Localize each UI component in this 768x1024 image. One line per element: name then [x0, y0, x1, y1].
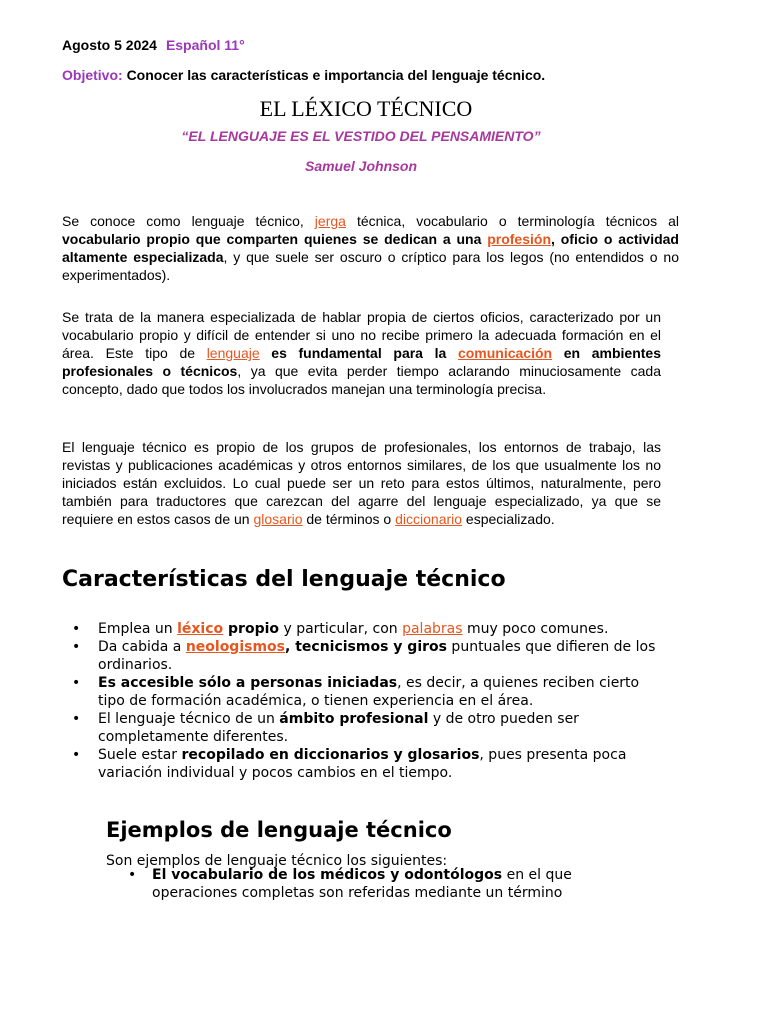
bold-run: recopilado en diccionarios y glosarios [181, 747, 480, 763]
text-run: Emplea un [98, 621, 178, 637]
bold-run: vocabulario propio que comparten quienes se dedican a una [62, 231, 488, 247]
text-run: , y que suele ser oscuro o críptico para los legos (no entendidos o no experimentados). [62, 249, 679, 283]
list-item [62, 746, 662, 782]
link-glosario[interactable]: glosario [253, 511, 303, 527]
date-text: Agosto 5 2024 [62, 37, 157, 53]
text-run: , ya que evita perder tiempo aclarando minuciosamente cada concepto, dado que todos los involucrados manejan una terminología precisa. [62, 363, 661, 397]
bold-run: El vocabulario de los médicos y odontólogos [152, 867, 503, 883]
bold-run: en ambientes profesionales o técnicos [62, 345, 661, 379]
characteristics-list [62, 620, 662, 782]
section-heading-ejemplos: Ejemplos de lenguaje técnico [106, 818, 452, 842]
text-run: El lenguaje técnico de un [98, 711, 280, 727]
list-item [62, 710, 662, 746]
paragraph-1 [62, 212, 679, 284]
document-title: EL LÉXICO TÉCNICO [259, 96, 473, 121]
bold-run: Es accesible sólo a personas iniciadas [98, 675, 398, 691]
text-run: , es decir, a quienes reciben cierto tipo de formación académica, o tienen experiencia en el área. [98, 675, 640, 709]
text-run: y particular, con [279, 621, 403, 637]
text-run: , pues presenta poca variación individual y pocos cambios en el tiempo. [98, 747, 627, 781]
text-run: Suele estar [98, 747, 182, 763]
objective-line [62, 67, 545, 83]
link-jerga[interactable]: jerga [314, 213, 346, 229]
text-run: especializado. [462, 511, 555, 527]
bullet-icon: • [72, 747, 81, 763]
bullet-icon: • [72, 621, 81, 637]
link-palabras[interactable]: palabras [402, 621, 463, 637]
section-heading-caracteristicas: Características del lenguaje técnico [62, 567, 506, 592]
date-line [62, 37, 245, 53]
bold-run: , oficio o actividad altamente especializada [62, 231, 679, 265]
text-run: puntuales que difieren de los ordinarios. [98, 639, 656, 673]
bullet-icon: • [72, 675, 81, 691]
examples-intro: Son ejemplos de lenguaje técnico los siguientes: [106, 853, 448, 869]
text-run: Da cabida a [98, 639, 186, 655]
link-lenguaje[interactable]: lenguaje [206, 345, 260, 361]
list-item [62, 638, 662, 674]
bullet-icon: • [128, 867, 137, 883]
text-run: El lenguaje técnico es propio de los grupos de profesionales, los entornos de trabajo, las revistas y publicaciones académicas y otros entornos similares, de los que usualmente los no iniciados están excluidos. Lo cual puede ser un reto para estos últimos, naturalmente, pero también para traductores que carezcan del agarre del lenguaje especializado, ya que se requiere en estos casos de un [62, 439, 661, 527]
list-item [62, 674, 662, 710]
link-lexico[interactable]: léxico [177, 621, 224, 637]
text-run: de términos o [302, 511, 396, 527]
paragraph-3 [62, 438, 661, 528]
bold-run: ámbito profesional [279, 711, 429, 727]
link-neologismos[interactable]: neologismos [185, 639, 286, 655]
bold-run: propio [223, 621, 280, 637]
bold-run: , tecnicismos y giros [285, 639, 447, 655]
quote-author: Samuel Johnson [304, 158, 418, 174]
bold-run: es fundamental para la [259, 345, 458, 361]
bullet-icon: • [72, 711, 81, 727]
text-run: técnica, vocabulario o terminología técnicos al [345, 213, 679, 229]
text-run: y de otro pueden ser completamente diferentes. [98, 711, 579, 745]
list-item [116, 866, 616, 902]
text-run: muy poco comunes. [462, 621, 609, 637]
epigraph-quote: “EL LENGUAJE ES EL VESTIDO DEL PENSAMIENTO” [181, 128, 541, 144]
bullet-icon: • [72, 639, 81, 655]
objective-text: Conocer las características e importancia del lenguaje técnico. [126, 67, 546, 83]
text-run: en el que operaciones completas son referidas mediante un término [152, 867, 572, 901]
text-run: Se trata de la manera especializada de hablar propia de ciertos oficios, caracterizado por un vocabulario propio y difícil de entender si uno no recibe primero la adecuada formación en el área. Este tipo de [62, 309, 661, 361]
objective-label: Objetivo: [62, 67, 123, 83]
text-run: Se conoce como lenguaje técnico, [62, 213, 315, 229]
paragraph-2 [62, 308, 661, 398]
examples-list [116, 866, 616, 902]
link-comunicacion[interactable]: comunicación [457, 345, 553, 361]
link-diccionario[interactable]: diccionario [395, 511, 463, 527]
course-label: Español 11° [165, 37, 245, 53]
link-profesion[interactable]: profesión [487, 231, 551, 247]
list-item [62, 620, 662, 638]
